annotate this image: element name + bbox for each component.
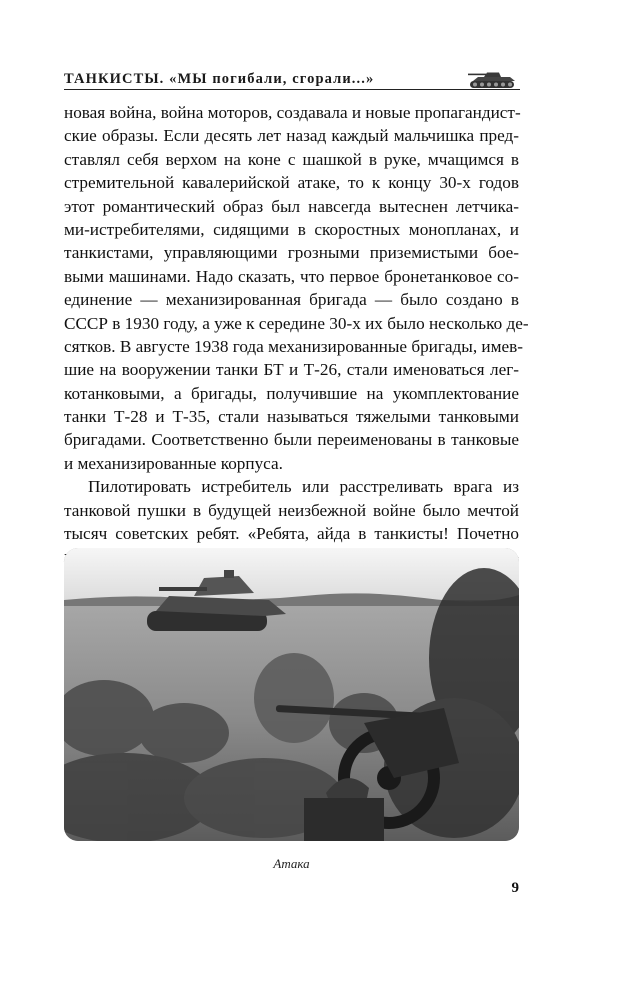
text-line: ставлял себя верхом на коне с шашкой в руке, мчащимся в <box>64 149 519 169</box>
text-line: единение — механизированная бригада — было создано в <box>64 290 519 310</box>
text-line: стремительной кавалерийской атаке, то к концу 30-х годов <box>64 173 519 193</box>
text-line: СССР в 1930 году, а уже к середине 30-х их было несколько де- <box>64 313 529 333</box>
text-line: ми-истребителями, сидящими в скоростных монопланах, и <box>64 219 519 239</box>
text-line: выми машинами. Надо сказать, что первое бронетанковое со- <box>64 266 519 286</box>
body-text <box>64 101 529 569</box>
text-line: тысяч советских ребят. «Ребята, айда в танкисты! Почетно <box>64 524 519 544</box>
text-line: этот романтический образ был навсегда вытеснен летчика- <box>64 196 519 216</box>
page-number: 9 <box>511 880 519 896</box>
text-line: танковой пушки в будущей неизбежной войне было мечтой <box>64 500 519 520</box>
text-line: танкистами, управляющими грозными приземистыми боe- <box>64 243 519 263</box>
text-line: новая война, война моторов, создавала и новые пропагандист- <box>64 103 521 122</box>
text-line: шие на вооружении танки БТ и Т-26, стали именоваться лег- <box>64 360 519 380</box>
photo-caption: Атака <box>273 856 310 871</box>
text-line: бригадами. Соответственно были переименованы в танковые <box>64 430 519 450</box>
text-line: танки Т-28 и Т-35, стали называться тяжелыми танковыми <box>64 407 519 427</box>
text-line: сятков. В августе 1938 года механизированные бригады, имев- <box>64 336 523 356</box>
text-line: котанковыми, а бригады, получившие на укомплектование <box>64 383 519 403</box>
header-rule <box>64 89 520 90</box>
battle-photo <box>64 548 519 841</box>
running-head <box>64 68 520 92</box>
tank-icon <box>466 70 520 90</box>
text-line: и механизированные корпуса. <box>64 453 283 473</box>
text-line: ские образы. Если десять лет назад каждый мальчишка пред- <box>64 126 519 146</box>
running-title: ТАНКИСТЫ. «МЫ погибали, сгорали...» <box>64 71 375 87</box>
text-line: Пилотировать истребитель или расстреливать врага из <box>88 477 519 497</box>
